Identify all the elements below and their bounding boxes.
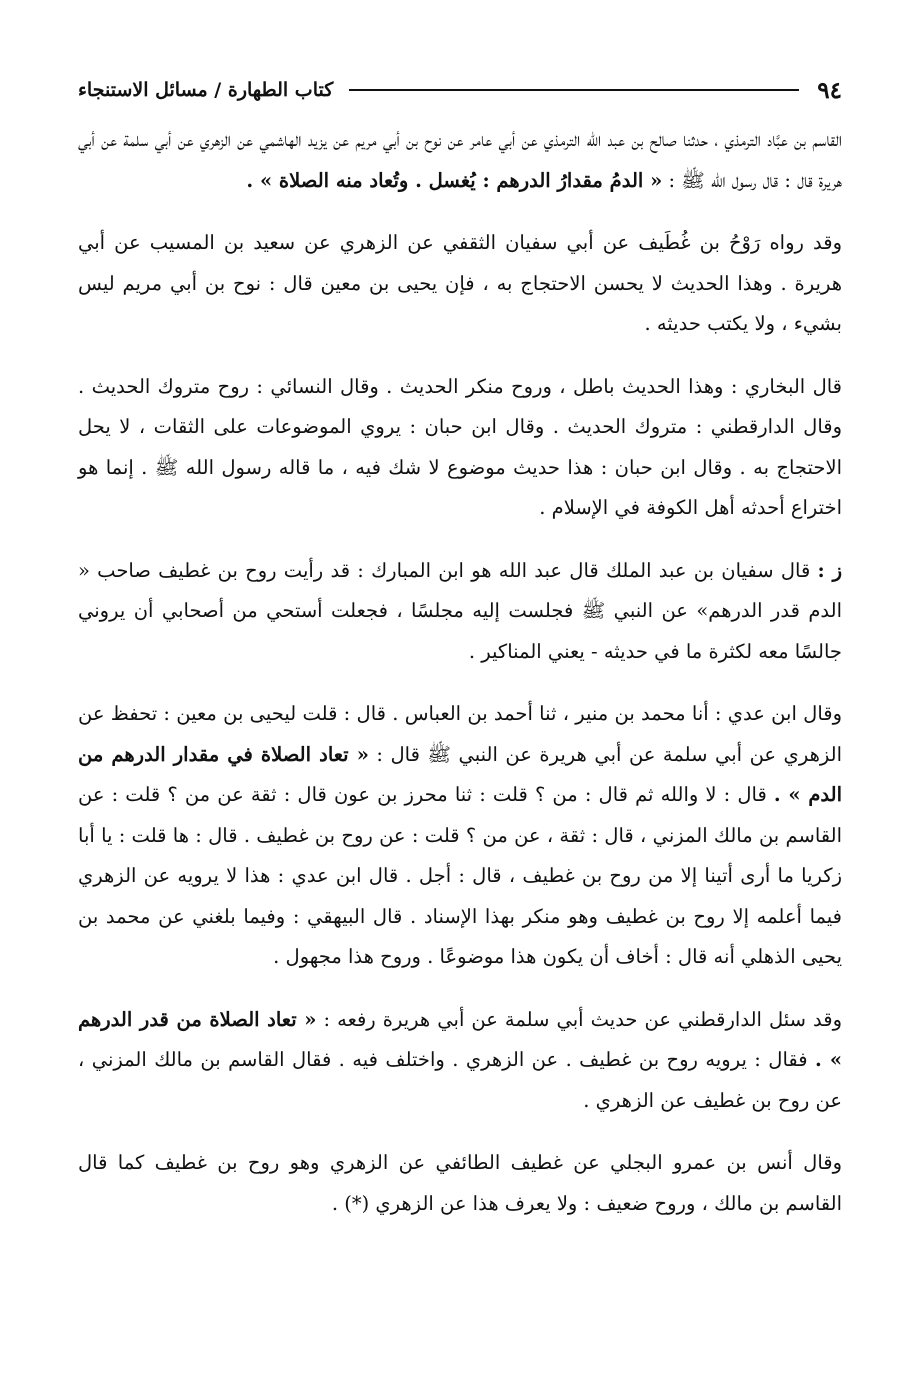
running-title: كتاب الطهارة / مسائل الاستنجاء xyxy=(78,79,334,101)
paragraph xyxy=(78,120,842,201)
paragraph-text: وقد سئل الدارقطني عن حديث أبي سلمة عن أبي هريرة رفعه : xyxy=(323,1007,842,1031)
paragraph-text: وقال ابن عدي : أنا محمد بن منير ، ثنا أحمد بن العباس . قال : قلت ليحيى بن معين : تحفظ عن الزهري عن أبي سلمة عن أبي هريرة عن النبي ﷺ قال : xyxy=(78,702,842,766)
paragraph xyxy=(78,1000,842,1122)
paragraph xyxy=(78,223,842,345)
hadith-quote: « تعاد الصلاة من قدر الدرهم » . xyxy=(78,1007,843,1071)
paragraph xyxy=(78,551,842,673)
paragraph xyxy=(78,1143,842,1224)
paragraph xyxy=(78,367,842,529)
paragraph-text-continued: فقال : يرويه روح بن غطيف . عن الزهري . واختلف فيه . فقال القاسم بن مالك المزني ، عن روح بن غطيف عن الزهري . xyxy=(78,1048,842,1112)
hadith-quote: « الدمُ مقدارُ الدرهم : يُغسل . وتُعاد منه الصلاة » . xyxy=(246,168,663,192)
paragraph-text: قال البخاري : وهذا الحديث باطل ، وروح منكر الحديث . وقال النسائي : روح متروك الحديث . وقال الدارقطني : متروك الحديث . وقال ابن حبان : يروي الموضوعات على الثقات ، لا يحل الاحتجاج به . وقال ابن حبان : هذا حديث موضوع لا شك فيه ، ما قاله رسول الله ﷺ . إنما هو اختراع أحدثه أهل الكوفة في الإسلام . xyxy=(78,374,842,519)
page-header xyxy=(78,72,842,108)
paragraph xyxy=(78,694,842,978)
paragraph-text-continued: قال : لا والله ثم قال : من ؟ قلت : ثنا محرز بن عون قال : ثقة عن من ؟ قلت : عن القاسم بن مالك المزني ، قال : ثقة ، عن من ؟ قلت : عن روح بن غطيف . قال : ها قلت : يا أبا زكريا ما أرى أتينا إلا من روح بن غطيف ، قال : أجل . قال ابن عدي : هذا لا يرويه عن الزهري فيما أعلمه إلا روح بن غطيف وهو منكر بهذا الإسناد . قال البيهقي : وفيما بلغني عن محمد بن يحيى الذهلي أنه قال : أخاف أن يكون هذا موضوعًا . وروح هذا مجهول . xyxy=(78,783,842,968)
hadith-quote: « تعاد الصلاة في مقدار الدرهم من الدم » . xyxy=(78,742,842,806)
page-body xyxy=(78,120,842,1246)
paragraph-lead: ز : xyxy=(817,558,842,582)
header-rule xyxy=(349,89,799,91)
paragraph-text: وقد رواه رَوْحُ بن غُطَيف عن أبي سفيان الثقفي عن الزهري عن سعيد بن المسيب عن أبي هريرة . وهذا الحديث لا يحسن الاحتجاج به ، فإن يحيى بن معين قال : نوح بن أبي مريم ليس بشيء ، ولا يكتب حديثه . xyxy=(78,231,842,335)
paragraph-text: قال سفيان بن عبد الملك قال عبد الله هو ابن المبارك : قد رأيت روح بن غطيف صاحب « الدم قدر الدرهم» عن النبي ﷺ فجلست إليه مجلسًا ، فجعلت أستحي من أصحابي أن يروني جالسًا معه لكثرة ما في حديثه - يعني المناكير . xyxy=(78,558,842,663)
paragraph-text: القاسم بن عبَّاد الترمذي ، حدثنا صالح بن عبد الله الترمذي عن أبي عامر عن نوح بن أبي مريم عن يزيد الهاشمي عن الزهري عن أبي سلمة عن أبي هريرة قال : قال رسول الله ﷺ : xyxy=(78,128,842,192)
page-number: ٩٤ xyxy=(817,76,842,104)
paragraph-text: وقال أنس بن عمرو البجلي عن غطيف الطائفي عن الزهري وهو روح بن غطيف كما قال القاسم بن مالك ، وروح ضعيف : ولا يعرف هذا عن الزهري (*) . xyxy=(78,1151,842,1215)
